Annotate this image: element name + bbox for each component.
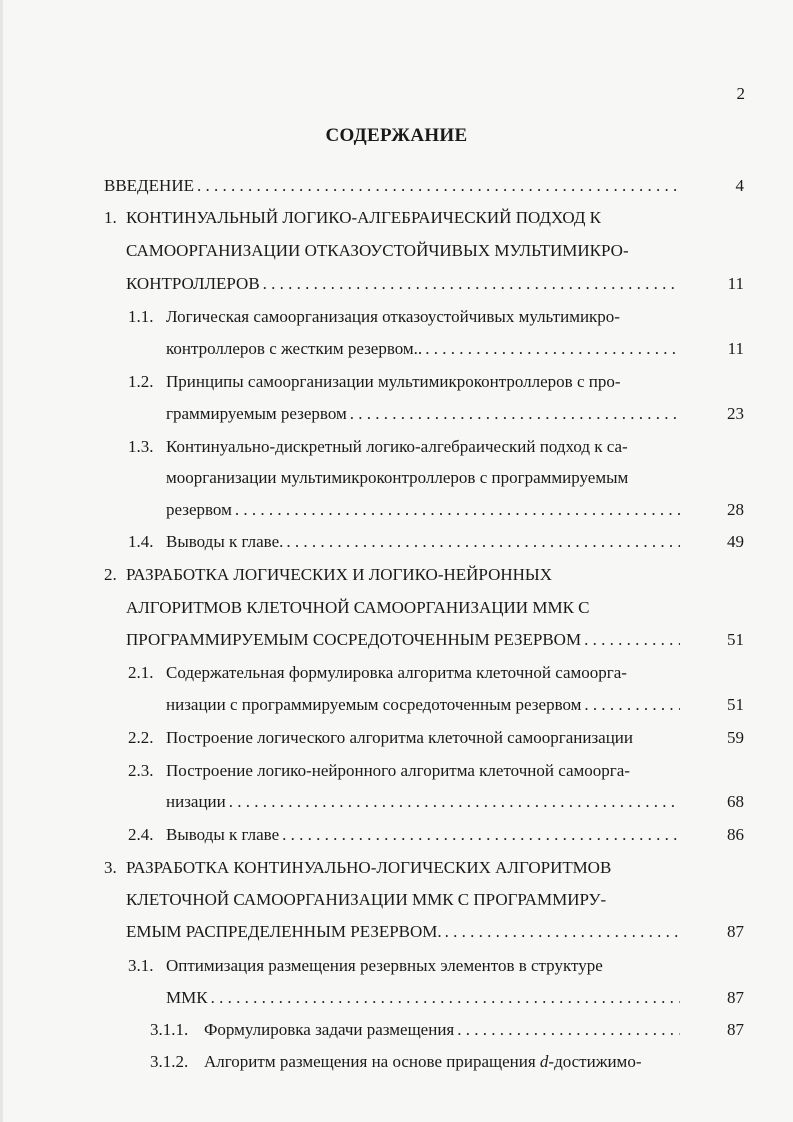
toc-entry-text: ММК [166, 988, 208, 1007]
page-title: СОДЕРЖАНИЕ [325, 125, 468, 146]
toc-entry-3-1-2-line1 [204, 1050, 641, 1074]
toc-entry-text: ЕМЫМ РАСПРЕДЕЛЕННЫМ РЕЗЕРВОМ. [126, 922, 442, 941]
toc-entry-2-3-line2 [166, 790, 744, 814]
toc-entry-text: низации с программируемым сосредоточенным резервом [166, 695, 582, 714]
toc-entry-3-1-line1: Оптимизация размещения резервных элементов в структуре [166, 956, 603, 975]
italic-variable: d [539, 1052, 549, 1071]
toc-page-number: 23 [727, 404, 744, 423]
toc-entry-2-4 [166, 823, 744, 847]
toc-entry-text: ВВЕДЕНИЕ [104, 176, 194, 195]
toc-page-number: 11 [727, 339, 744, 358]
toc-entry-2-1-line1: Содержательная формулировка алгоритма клеточной самоорга- [166, 663, 627, 682]
toc-entry-3-1-2-number: 3.1.2. [150, 1052, 189, 1071]
toc-entry-text: Построение логического алгоритма клеточной самоорганизации [166, 728, 634, 747]
page-number: 2 [736, 84, 745, 103]
toc-entry-text: низации [166, 792, 226, 811]
toc-entry-ch1-line3 [126, 272, 744, 296]
toc-entry-text: ПРОГРАММИРУЕМЫМ СОСРЕДОТОЧЕННЫМ РЕЗЕРВОМ [126, 630, 582, 649]
toc-entry-ch3-number: 3. [104, 858, 117, 877]
toc-entry-text-suffix: -достижимо- [548, 1052, 642, 1071]
dot-leader [263, 272, 680, 296]
toc-entry-2-1-number: 2.1. [128, 663, 154, 682]
toc-entry-text: Алгоритм размещения на основе приращения [204, 1052, 536, 1071]
toc-page-number: 68 [727, 792, 744, 811]
toc-page-number: 11 [727, 274, 744, 293]
toc-page-number: 87 [727, 922, 744, 941]
toc-entry-text: граммируемым резервом [166, 404, 347, 423]
toc-entry-1-4-number: 1.4. [128, 532, 154, 551]
dot-leader [445, 920, 680, 944]
dot-leader [584, 628, 680, 652]
toc-entry-2-3-number: 2.3. [128, 761, 154, 780]
toc-entry-1-2-line1: Принципы самоорганизации мультимикроконтроллеров с про- [166, 372, 621, 391]
toc-entry-ch3-line3 [126, 920, 744, 944]
toc-page-number: 87 [727, 988, 744, 1007]
toc-page-number: 28 [727, 500, 744, 519]
dot-leader [457, 1018, 680, 1042]
toc-entry-ch1-line1: КОНТИНУАЛЬНЫЙ ЛОГИКО-АЛГЕБРАИЧЕСКИЙ ПОДХОД К [126, 208, 602, 227]
toc-entry-1-2-line2 [166, 402, 744, 426]
toc-entry-text: КОНТРОЛЛЕРОВ [126, 274, 260, 293]
dot-leader [235, 498, 680, 522]
scan-edge [0, 0, 3, 1122]
toc-entry-ch1-line2: САМООРГАНИЗАЦИИ ОТКАЗОУСТОЙЧИВЫХ МУЛЬТИМИКРО- [126, 241, 629, 260]
toc-page-number: 59 [727, 728, 744, 747]
dot-leader [197, 174, 680, 198]
dot-leader [282, 823, 680, 847]
toc-entry-1-4 [166, 530, 744, 554]
dot-leader [211, 986, 680, 1010]
toc-entry-2-4-number: 2.4. [128, 825, 154, 844]
toc-entry-3-1-number: 3.1. [128, 956, 154, 975]
toc-page-number: 86 [727, 825, 744, 844]
toc-entry-text: Выводы к главе. [166, 532, 284, 551]
toc-entry-ch3-line2: КЛЕТОЧНОЙ САМООРГАНИЗАЦИИ ММК С ПРОГРАММИРУ- [126, 890, 607, 909]
toc-entry-1-1-line2 [166, 337, 744, 361]
toc-entry-1-3-line1: Континуально-дискретный логико-алгебраический подход к са- [166, 437, 628, 456]
toc-entry-text: Формулировка задачи размещения [204, 1020, 455, 1039]
toc-entry-ch3-line1: РАЗРАБОТКА КОНТИНУАЛЬНО-ЛОГИЧЕСКИХ АЛГОРИТМОВ [126, 858, 612, 877]
dot-leader [584, 693, 680, 717]
dot-leader [229, 790, 680, 814]
toc-entry-2-2-number: 2.2. [128, 728, 154, 747]
toc-page-number: 51 [727, 695, 744, 714]
toc-entry-3-1-1 [204, 1018, 744, 1042]
toc-entry-intro [104, 174, 744, 198]
toc-entry-ch2-line3 [126, 628, 744, 652]
toc-entry-1-3-line2: моорганизации мультимикроконтроллеров с программируемым [166, 468, 629, 487]
toc-entry-ch2-line2: АЛГОРИТМОВ КЛЕТОЧНОЙ САМООРГАНИЗАЦИИ ММК С [126, 598, 590, 617]
dot-leader [350, 402, 680, 426]
toc-entry-1-3-number: 1.3. [128, 437, 154, 456]
toc-entry-2-3-line1: Построение логико-нейронного алгоритма клеточной самоорга- [166, 761, 630, 780]
toc-entry-text: резервом [166, 500, 232, 519]
dot-leader [286, 530, 680, 554]
toc-entry-3-1-1-number: 3.1.1. [150, 1020, 189, 1039]
toc-entry-2-1-line2 [166, 693, 744, 717]
toc-entry-ch1-number: 1. [104, 208, 117, 227]
toc-entry-ch2-line1: РАЗРАБОТКА ЛОГИЧЕСКИХ И ЛОГИКО-НЕЙРОННЫХ [126, 565, 553, 584]
toc-entry-2-2 [166, 726, 744, 750]
toc-entry-1-3-line3 [166, 498, 744, 522]
toc-entry-text: Выводы к главе [166, 825, 280, 844]
toc-entry-1-2-number: 1.2. [128, 372, 154, 391]
toc-page-number: 49 [727, 532, 744, 551]
toc-entry-text: контроллеров с жестким резервом.. [166, 339, 423, 358]
toc-page-number: 87 [727, 1020, 744, 1039]
toc-entry-1-1-line1: Логическая самоорганизация отказоустойчивых мультимикро- [166, 307, 620, 326]
toc-page-number: 4 [735, 176, 744, 195]
toc-page-number: 51 [727, 630, 744, 649]
dot-leader [425, 337, 680, 361]
toc-entry-ch2-number: 2. [104, 565, 117, 584]
toc-entry-1-1-number: 1.1. [128, 307, 154, 326]
toc-entry-3-1-line2 [166, 986, 744, 1010]
